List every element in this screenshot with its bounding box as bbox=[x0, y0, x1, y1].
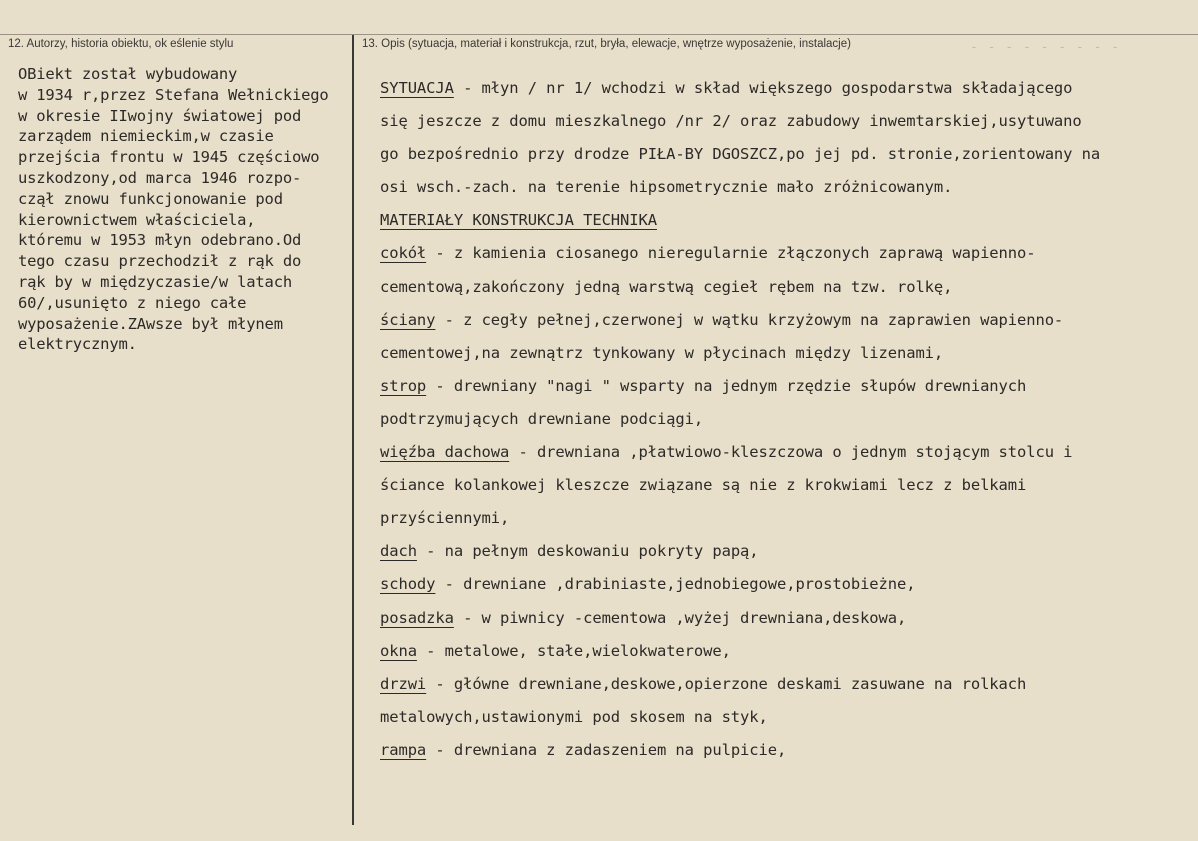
description-line bbox=[380, 208, 1180, 241]
description-line bbox=[380, 142, 1180, 175]
history-line: tego czasu przechodził z rąk do bbox=[18, 252, 302, 271]
description-text-run: - metalowe, stałe,wielokwaterowe, bbox=[416, 641, 731, 660]
description-line bbox=[380, 109, 1180, 142]
section-12-header: 12. Autorzy, historia obiektu, ok eślenie stylu bbox=[8, 38, 234, 50]
description-text-run: - z cegły pełnej,czerwonej w wątku krzyżowym na zaprawien wapienno- bbox=[435, 310, 1064, 329]
history-line: uszkodzony,od marca 1946 rozpo- bbox=[18, 168, 302, 187]
description-line bbox=[380, 440, 1180, 473]
description-line bbox=[380, 341, 1180, 374]
description-line bbox=[380, 506, 1180, 539]
description-text-run: - drewniana z zadaszeniem na pulpicie, bbox=[426, 740, 787, 759]
history-line: rąk by w międzyczasie/w latach bbox=[18, 272, 292, 291]
history-text bbox=[18, 64, 348, 355]
description-text-run: go bezpośrednio przy drodze PIŁA-BY DGOSZCZ,po jej pd. stronie,zorientowany na bbox=[380, 145, 1101, 164]
section-label: cokół bbox=[380, 244, 427, 263]
section-label: strop bbox=[380, 376, 427, 395]
history-line: czął znowu funkcjonowanie pod bbox=[18, 189, 283, 208]
section-label: okna bbox=[380, 641, 417, 660]
description-text-run: - drewniana ,płatwiowo-kleszczowa o jednym stojącym stolcu i bbox=[509, 443, 1073, 462]
description-line bbox=[380, 473, 1180, 506]
history-line: elektrycznym. bbox=[18, 335, 137, 354]
history-line: OBiekt został wybudowany bbox=[18, 65, 238, 83]
history-line: kierownictwem właściciela, bbox=[18, 210, 256, 229]
description-line bbox=[380, 175, 1180, 208]
section-label: schody bbox=[380, 575, 436, 594]
top-edge-line bbox=[0, 34, 1198, 35]
description-text-run: - na pełnym deskowaniu pokryty papą, bbox=[416, 542, 759, 561]
description-text-run: - z kamienia ciosanego nieregularnie złączonych zaprawą wapienno- bbox=[426, 244, 1036, 263]
description-text-run: się jeszcze z domu mieszkalnego /nr 2/ oraz zabudowy inwemtarskiej,usytuwano bbox=[380, 112, 1082, 131]
history-line: przejścia frontu w 1945 częściowo bbox=[18, 148, 320, 167]
description-line bbox=[380, 606, 1180, 639]
description-text-run: - główne drewniane,deskowe,opierzone deskami zasuwane na rolkach bbox=[426, 674, 1027, 693]
section-label: ściany bbox=[380, 310, 436, 329]
description-text-run: podtrzymujących drewniane podciągi, bbox=[380, 409, 704, 428]
description-line bbox=[380, 705, 1180, 738]
description-text-run: - drewniane ,drabiniaste,jednobiegowe,prostobieżne, bbox=[435, 575, 916, 594]
history-line: któremu w 1953 młyn odebrano.Od bbox=[18, 231, 302, 250]
description-line bbox=[380, 241, 1180, 274]
description-line bbox=[380, 639, 1180, 672]
description-text-run: - drewniany "nagi " wsparty na jednym rzędzie słupów drewnianych bbox=[426, 376, 1027, 395]
description-text-run: - w piwnicy -cementowa ,wyżej drewniana,deskowa, bbox=[453, 608, 907, 627]
description-line bbox=[380, 539, 1180, 572]
description-text-run: osi wsch.-zach. na terenie hipsometrycznie mało zróżnicowanym. bbox=[380, 178, 953, 197]
description-text-run: - młyn / nr 1/ wchodzi w skład większego gospodarstwa składającego bbox=[453, 79, 1073, 97]
description-line bbox=[380, 407, 1180, 440]
section-label: drzwi bbox=[380, 674, 427, 693]
history-line: wyposażenie.ZAwsze był młynem bbox=[18, 314, 283, 333]
description-line bbox=[380, 572, 1180, 605]
section-label: SYTUACJA bbox=[380, 79, 454, 97]
faint-stamp-mark: - - - - - - - - - bbox=[970, 40, 1121, 55]
section-label: posadzka bbox=[380, 608, 454, 627]
description-line bbox=[380, 275, 1180, 308]
description-line bbox=[380, 308, 1180, 341]
description-line bbox=[380, 738, 1180, 771]
column-divider bbox=[352, 35, 354, 825]
history-line: w okresie IIwojny światowej pod bbox=[18, 106, 302, 125]
history-line: w 1934 r,przez Stefana Wełnickiego bbox=[18, 85, 329, 104]
description-text-run: przyściennymi, bbox=[380, 509, 510, 528]
description-text-run: ściance kolankowej kleszcze związane są nie z krokwiami lecz z belkami bbox=[380, 476, 1027, 495]
history-line: 60/,usunięto z niego całe bbox=[18, 293, 247, 312]
section-label: dach bbox=[380, 542, 417, 561]
history-line: zarządem niemieckim,w czasie bbox=[18, 127, 274, 146]
section-label: MATERIAŁY KONSTRUKCJA TECHNIKA bbox=[380, 211, 657, 230]
section-13-header: 13. Opis (sytuacja, materiał i konstrukcja, rzut, bryła, elewacje, wnętrze wyposażenie, instalacje) bbox=[362, 38, 851, 50]
section-label: rampa bbox=[380, 740, 427, 759]
description-line bbox=[380, 76, 1180, 109]
description-text-run: cementowej,na zewnątrz tynkowany w płycinach między lizenami, bbox=[380, 343, 944, 362]
description-line bbox=[380, 672, 1180, 705]
section-label: więźba dachowa bbox=[380, 443, 510, 462]
description-line bbox=[380, 374, 1180, 407]
description-text bbox=[380, 76, 1180, 771]
description-text-run: metalowych,ustawionymi pod skosem na styk, bbox=[380, 707, 768, 726]
description-text-run: cementową,zakończony jedną warstwą cegieł rębem na tzw. rolkę, bbox=[380, 277, 953, 296]
